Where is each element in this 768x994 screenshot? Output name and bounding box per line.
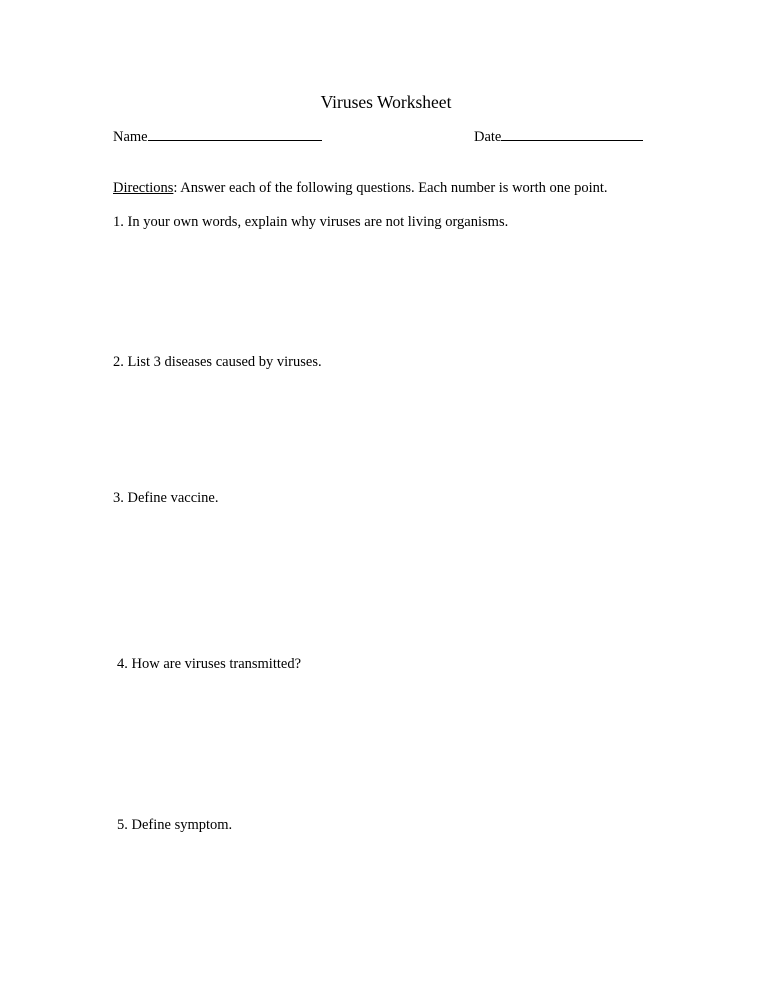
question-3: 3. Define vaccine.: [113, 490, 219, 506]
worksheet-title: Viruses Worksheet: [320, 92, 452, 112]
directions-label: Directions: [113, 180, 174, 196]
name-field: [113, 130, 322, 145]
name-label: Name: [113, 129, 148, 145]
question-4: 4. How are viruses transmitted?: [117, 656, 302, 672]
date-field: [474, 130, 643, 145]
directions: [113, 181, 608, 196]
question-1: 1. In your own words, explain why viruses are not living organisms.: [113, 214, 509, 230]
date-blank: [501, 139, 643, 141]
question-5: 5. Define symptom.: [117, 817, 233, 833]
date-label: Date: [474, 129, 502, 145]
name-blank: [148, 139, 322, 141]
question-2: 2. List 3 diseases caused by viruses.: [113, 354, 322, 370]
directions-text: : Answer each of the following questions. Each number is worth one point.: [173, 180, 608, 196]
